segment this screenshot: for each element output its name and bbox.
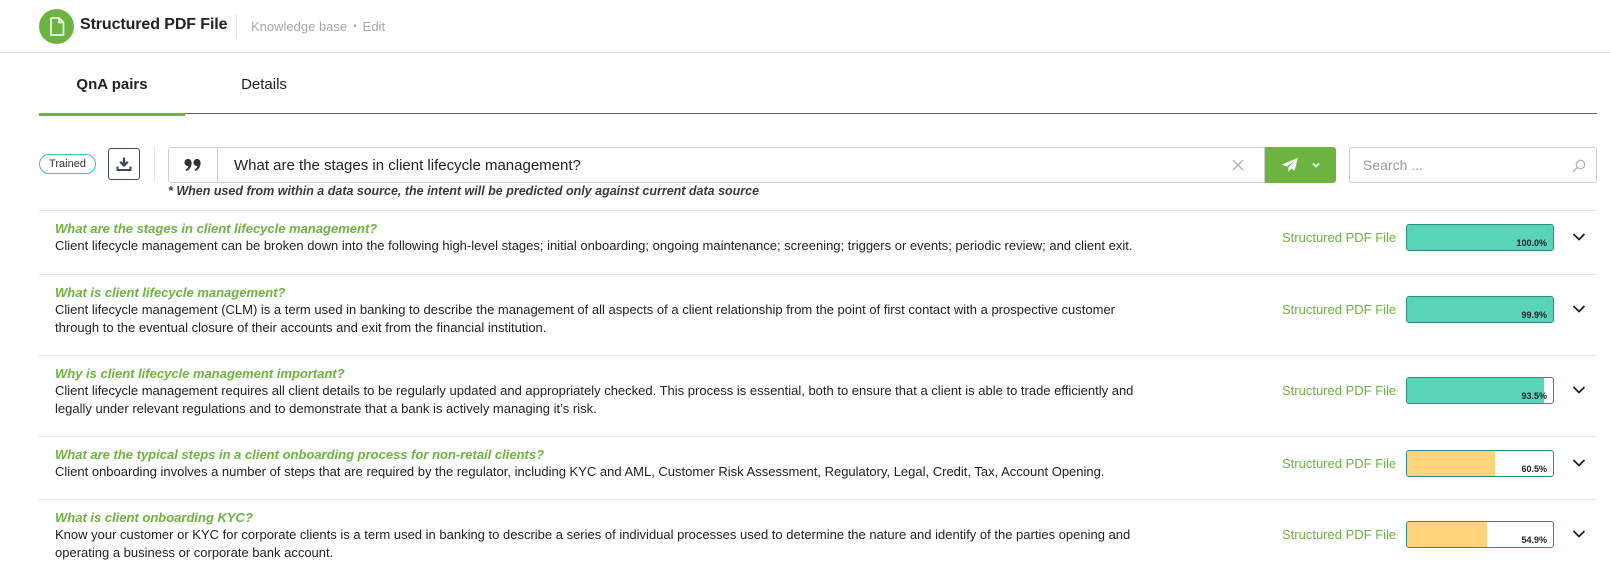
search-input[interactable] [1363, 148, 1563, 182]
breadcrumb-knowledge-base[interactable]: Knowledge base [251, 19, 348, 34]
qna-answer: Client onboarding involves a number of steps that are required by the regulator, including KYC and AML, Customer Risk Assessment, Regulatory, Legal, Credit, Tax, Account Opening. [55, 464, 1105, 479]
score-label: 99.9% [1521, 310, 1547, 320]
tab-qna-pairs[interactable]: QnA pairs [39, 54, 185, 114]
document-icon [39, 9, 74, 44]
qna-question: What is client onboarding KYC? [55, 510, 253, 525]
list-item[interactable] [39, 274, 1597, 355]
score-bar-fill [1407, 451, 1495, 476]
list-item[interactable] [39, 355, 1597, 436]
qna-source: Structured PDF File [1282, 527, 1397, 542]
tab-details[interactable]: Details [241, 75, 287, 93]
score-bar [1406, 296, 1554, 323]
list-item[interactable] [39, 436, 1597, 499]
tab-bar [39, 54, 1597, 114]
qna-question: What are the stages in client lifecycle management? [55, 221, 378, 236]
qna-question: Why is client lifecycle management important? [55, 366, 345, 381]
score-bar [1406, 450, 1554, 477]
search-icon[interactable] [1572, 159, 1586, 173]
chevron-down-icon[interactable] [1571, 229, 1587, 245]
breadcrumb [251, 19, 385, 34]
score-label: 100.0% [1516, 238, 1547, 248]
score-bar [1406, 224, 1554, 251]
list-item[interactable] [39, 499, 1597, 579]
score-label: 93.5% [1521, 391, 1547, 401]
qna-answer: Client lifecycle management can be broken down into the following high-level stages; initial onboarding; ongoing maintenance; screening; triggers or events; periodic review; and client exit. [55, 238, 1133, 253]
clear-icon[interactable] [1230, 157, 1246, 173]
qna-source: Structured PDF File [1282, 456, 1397, 471]
query-box [168, 147, 1265, 183]
score-bar [1406, 521, 1554, 548]
qna-source: Structured PDF File [1282, 302, 1397, 317]
toolbar-divider [154, 146, 155, 182]
qna-source: Structured PDF File [1282, 230, 1397, 245]
quote-icon [169, 148, 218, 182]
score-label: 54.9% [1521, 535, 1547, 545]
header-divider [236, 14, 237, 38]
top-bar [0, 0, 1610, 53]
qna-answer: Client lifecycle management (CLM) is a term used in banking to describe the management of all aspects of a client relationship from the point of first contact with a prospective customer through to the eventual closure of their accounts and exit from the financial institution. [55, 302, 1116, 335]
list-item[interactable] [39, 210, 1597, 274]
send-button[interactable] [1265, 147, 1336, 183]
qna-answer: Client lifecycle management requires all client details to be regularly updated and appropriately checked. This process is essential, both to ensure that a client is able to trade efficiently and legally under relevant regulations and to demonstrate that a bank is actively managing it’s risk. [55, 383, 1134, 416]
trained-badge: Trained [39, 154, 96, 174]
qna-question: What is client lifecycle management? [55, 285, 286, 300]
predict-hint: * When used from within a data source, the intent will be predicted only against current data source [168, 184, 760, 198]
page-title: Structured PDF File [80, 16, 228, 33]
chevron-down-icon[interactable] [1571, 455, 1587, 471]
download-icon [116, 156, 132, 172]
qna-answer: Know your customer or KYC for corporate clients is a term used in banking to describe a series of individual processes used to determine the nature and identify of the parties opening and operating a business or corporate bank account. [55, 527, 1131, 560]
qna-source: Structured PDF File [1282, 383, 1397, 398]
chevron-down-icon[interactable] [1571, 382, 1587, 398]
score-bar-fill [1407, 522, 1487, 547]
qna-list [39, 210, 1597, 579]
score-bar [1406, 377, 1554, 404]
chevron-down-icon [1311, 160, 1321, 170]
paper-plane-icon [1281, 157, 1299, 173]
chevron-down-icon[interactable] [1571, 301, 1587, 317]
breadcrumb-separator: • [353, 21, 357, 32]
qna-question: What are the typical steps in a client onboarding process for non-retail clients? [55, 447, 545, 462]
search-box [1349, 147, 1597, 183]
chevron-down-icon[interactable] [1571, 526, 1587, 542]
breadcrumb-edit: Edit [362, 19, 386, 34]
score-label: 60.5% [1521, 464, 1547, 474]
download-button[interactable] [108, 148, 140, 180]
query-input[interactable] [234, 148, 1214, 182]
